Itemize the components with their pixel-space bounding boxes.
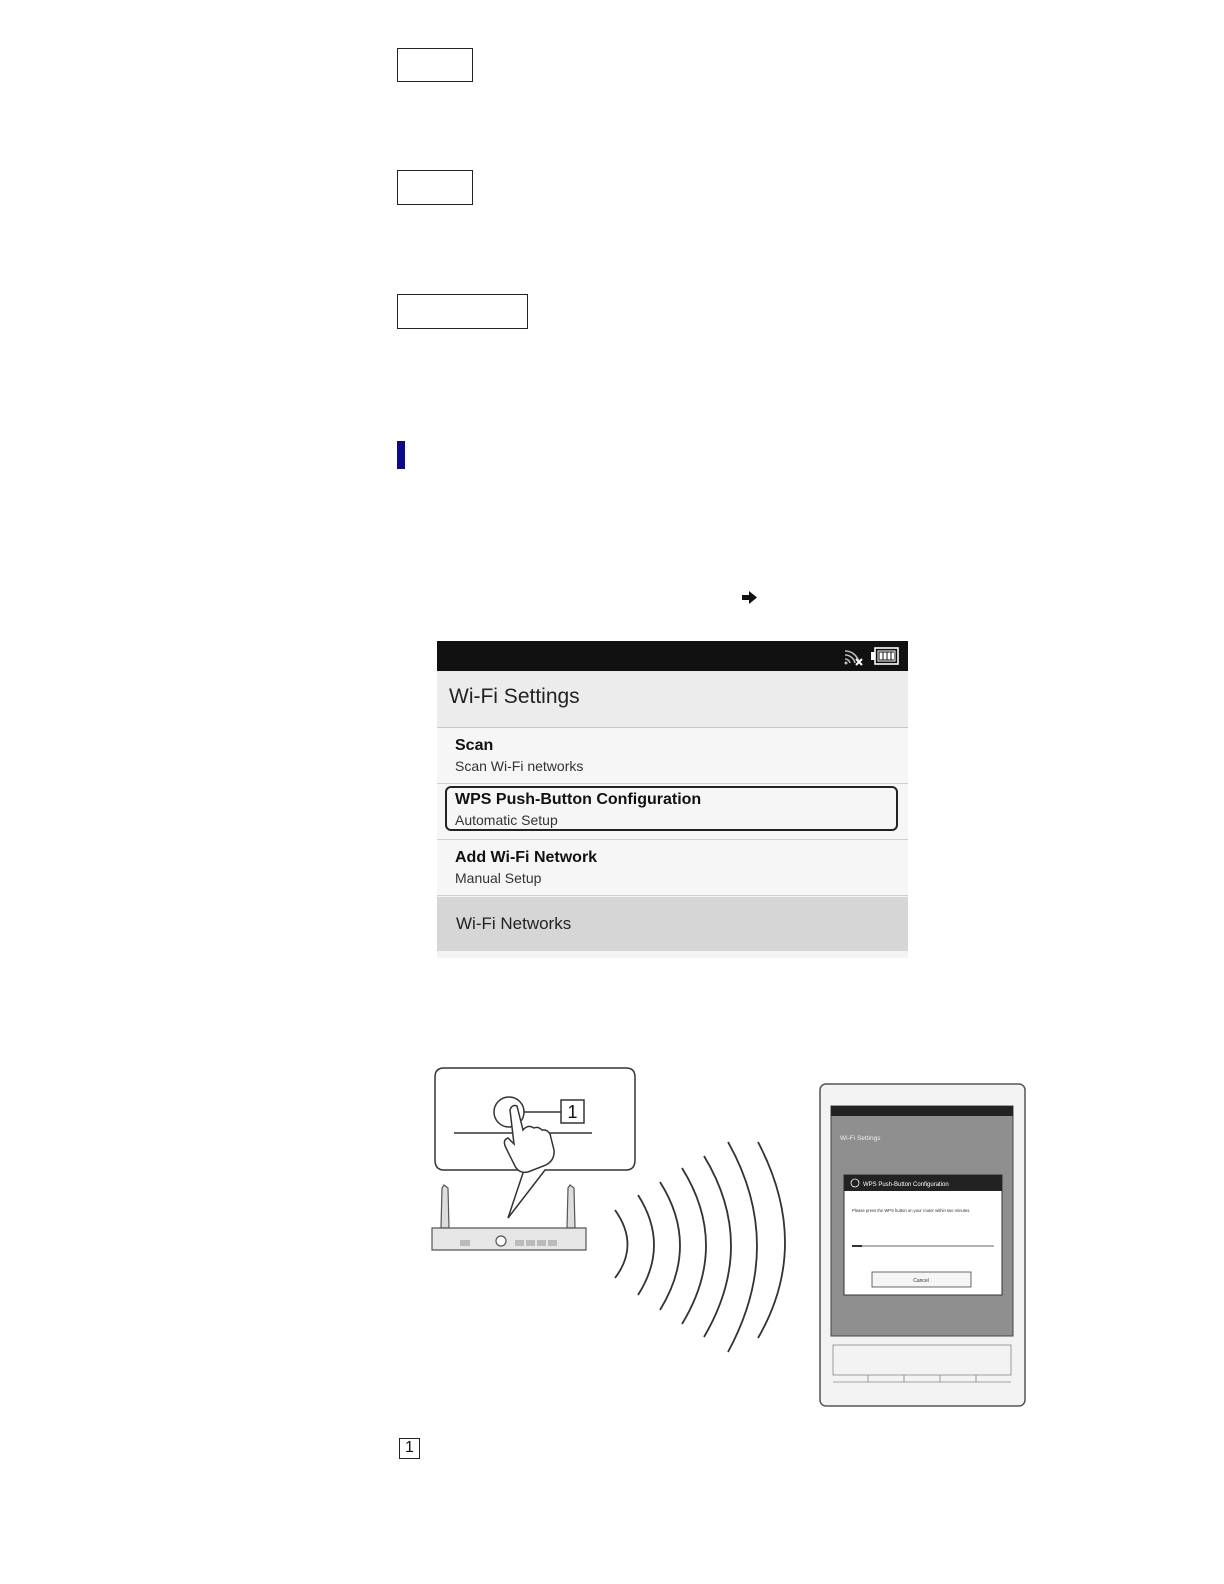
wifi-disconnected-icon [842,645,864,667]
screen-title: Wi-Fi Settings [449,685,580,708]
menu-row-title: Add Wi-Fi Network [455,849,598,866]
menu-row-scan[interactable] [437,728,908,784]
legend-number-badge: 1 [399,1438,420,1459]
device-dialog-message: Please press the WPS button on your router within two minutes. [852,1208,971,1213]
empty-field-box-1 [397,48,473,82]
menu-row-wps[interactable] [437,784,908,840]
device-screen-title: Wi-Fi Settings [840,1135,881,1142]
wps-illustration [420,1060,1040,1420]
device-cancel-button: Cancel [913,1278,929,1284]
device-dialog-title: WPS Push-Button Configuration [863,1182,949,1188]
menu-row-subtitle: Automatic Setup [455,812,558,828]
menu-row-subtitle: Scan Wi-Fi networks [455,758,584,774]
callout-number: 1 [567,1102,578,1122]
section-title: Wi-Fi Networks [456,914,572,933]
section-header [437,897,908,951]
ereader-device [820,1084,1025,1406]
menu-row-title: Scan [455,737,494,754]
empty-field-box-2 [397,170,473,205]
menu-row-add-network[interactable] [437,840,908,896]
wifi-settings-screen [437,641,908,958]
right-arrow-icon [742,591,757,604]
screen-header [437,671,908,728]
status-bar [437,641,908,671]
menu-row-subtitle: Manual Setup [455,870,542,886]
battery-icon [871,647,899,665]
wireless-signal-waves [615,1142,785,1352]
menu-row-title: WPS Push-Button Configuration [455,791,702,808]
section-marker-bar [397,441,405,469]
empty-field-box-3 [397,294,528,329]
